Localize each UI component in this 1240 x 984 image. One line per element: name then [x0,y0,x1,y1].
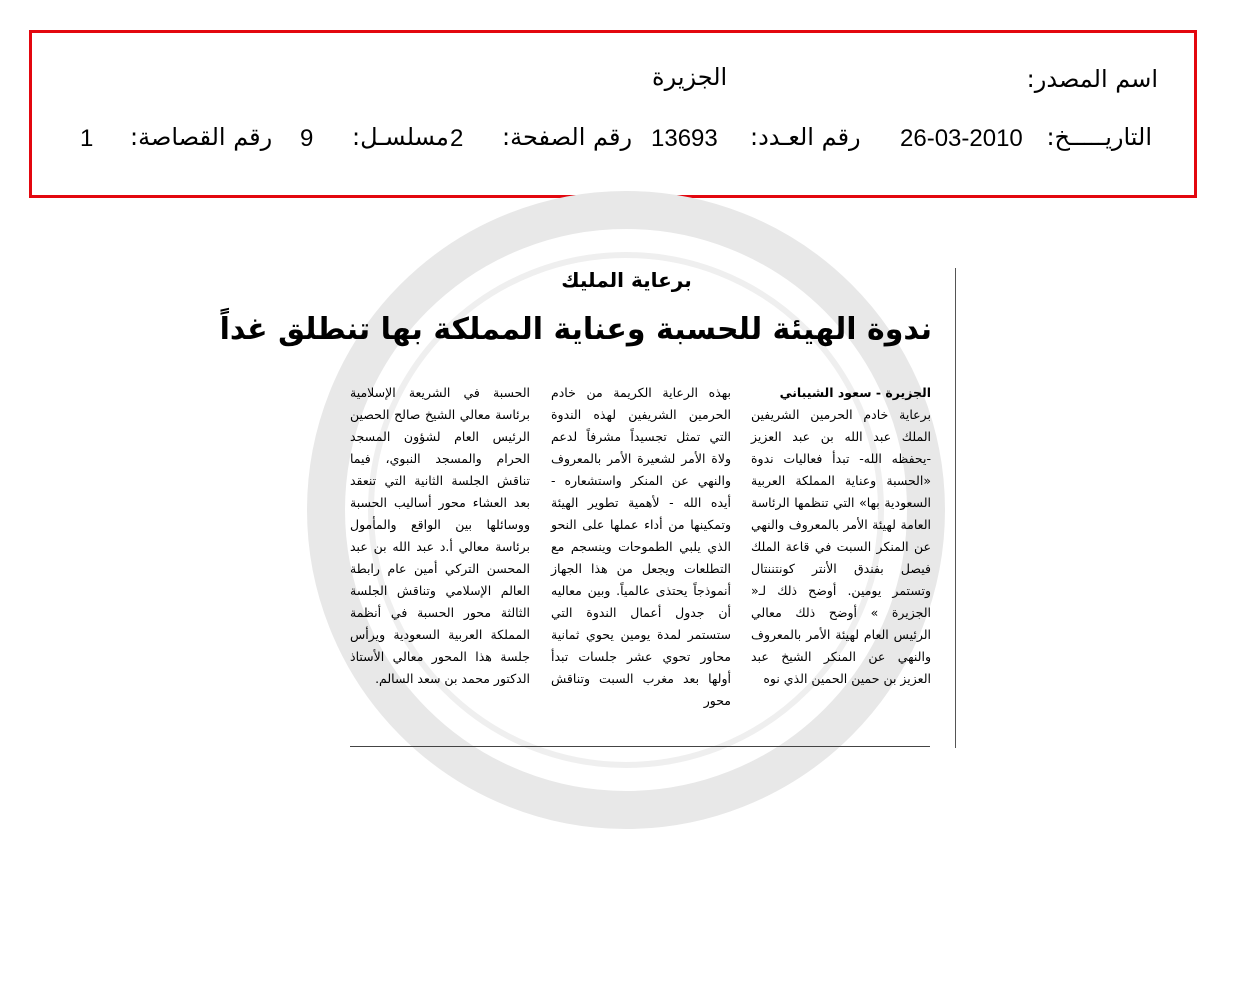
bottom-rule [350,746,930,747]
column-rule [955,268,956,748]
date-value: 26-03-2010 [900,125,1023,152]
article-column-1-text: برعاية خادم الحرمين الشريفين الملك عبد الله بن عبد العزيز -يحفظه الله- تبدأ فعاليات ندوة «الحسبة وعناية المملكة العربية السعودية بها» التي تنظمها الرئاسة العامة لهيئة الأمر بالمعروف والنهي عن المنكر السبت في قاعة الملك فيصل بفندق الأنتر كونتننتال وتستمر يومين. أوضح ذلك لـ« الجزيرة » أوضح ذلك معالي الرئيس العام لهيئة الأمر بالمعروف والنهي عن المنكر الشيخ عبد العزيز بن حمين الحمين الذي نوه [751,407,931,686]
issue-value: 13693 [651,125,718,152]
page-value: 2 [450,125,464,152]
article-column-2: بهذه الرعاية الكريمة من خادم الحرمين الشريفين لهذه الندوة التي تمثل تجسيداً مشرفاً لدعم ولاة الأمر لشعيرة الأمر بالمعروف والنهي عن المنكر واستشعاره - أيده الله - لأهمية تطوير الهيئة وتمكينها من أداء عملها على النحو الذي يلبي الطموحات وينسجم مع التطلعات ويجعل من هذا الجهاز أنموذجاً يحتذى عالمياً. وبين معاليه أن جدول أعمال الندوة التي ستستمر لمدة يومين يحوي ثمانية محاور تحوي عشر جلسات تبدأ أولها بعد مغرب السبت وتناقش محور [551,385,731,708]
clip-number-value: 1 [80,125,94,152]
issue-label: رقم العـدد: [750,123,861,151]
newspaper-clipping [219,250,957,750]
article-headline: ندوة الهيئة للحسبة وعناية المملكة بها تنطلق غداً [219,312,932,347]
source-label: اسم المصدر: [1026,65,1158,93]
date-label: التاريـــــخ: [1046,123,1152,151]
article-kicker: برعاية المليك [561,268,692,292]
clip-number-label: رقم القصاصة: [130,123,273,151]
clipping-info-box [29,30,1197,198]
page-label: رقم الصفحة: [502,123,633,151]
serial-value: 9 [300,125,314,152]
article-byline: الجزيرة - سعود الشيباني [779,385,931,400]
serial-label: مسلسـل: [352,123,449,151]
article-column-1 [751,382,931,690]
article-column-3: الحسبة في الشريعة الإسلامية برئاسة معالي الشيخ صالح الحصين الرئيس العام لشؤون المسجد الحرام والمسجد النبوي، فيما تناقش الجلسة الثانية التي تنعقد بعد العشاء محور أساليب الحسبة ووسائلها بين الواقع والمأمول برئاسة معالي أ.د عبد الله بن عبد المحسن التركي أمين عام رابطة العالم الإسلامي وتناقش الجلسة الثالثة محور الحسبة في أنظمة المملكة العربية السعودية ويرأس جلسة هذا المحور معالي الأستاذ الدكتور محمد بن سعد السالم. [350,385,530,686]
source-value: الجزيرة [652,63,728,91]
